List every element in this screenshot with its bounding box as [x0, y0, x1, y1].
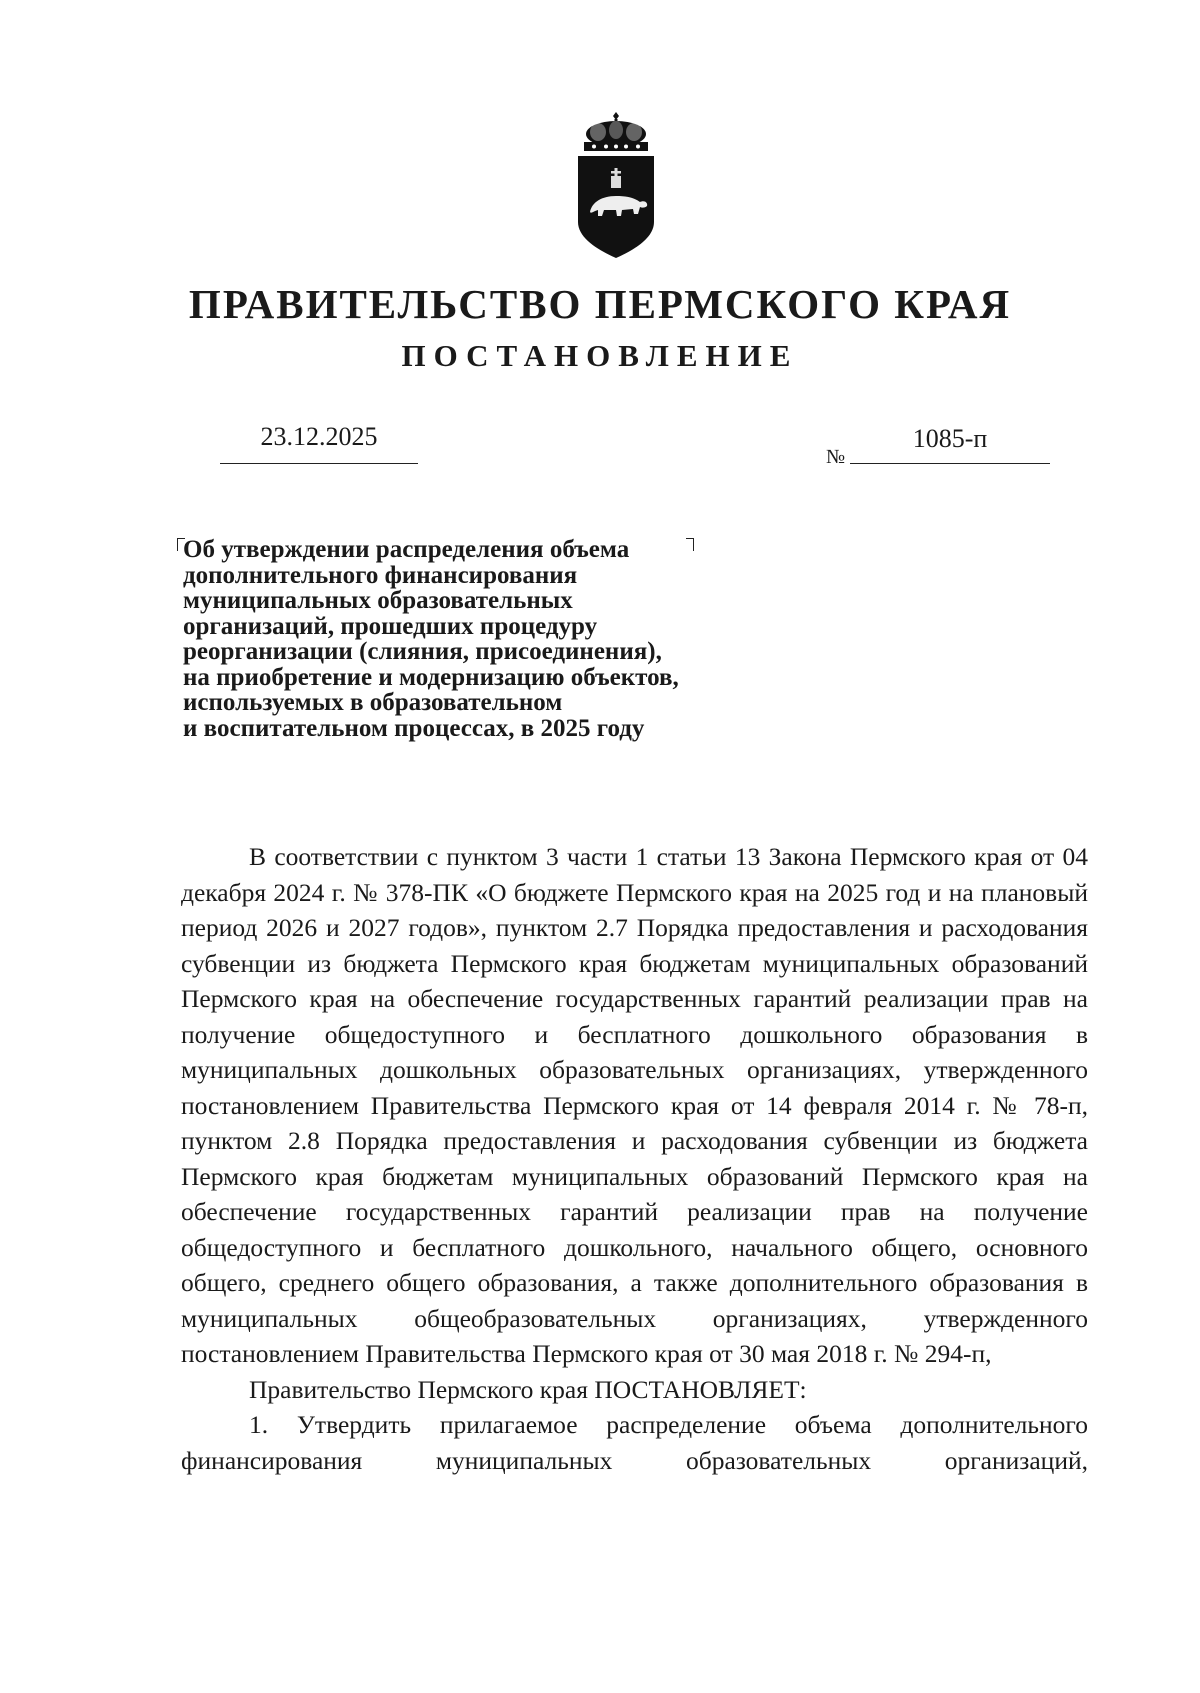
subject-line: реорганизации (слияния, присоединения),	[183, 638, 662, 665]
number-sign: №	[826, 446, 846, 468]
body-paragraph-legal-basis: В соответствии с пунктом 3 части 1 статьи 13 Закона Пермского края от 04 декабря 2024 г. № 378-ПК «О бюджете Пермского края на 2025 год и на плановый период 2026 и 2027 годов», пунктом 2.7 Порядка предоставления и расходования субвенции из бюджета Пермского края бюджетам муниципальных образований Пермского края на обеспечение государственных гарантий реализации прав на получение общедоступного и бесплатного дошкольного образования в муниципальных дошкольных образовательных организациях, утвержденного постановлением Правительства Пермского края от 14 февраля 2014 г. № 78-п, пунктом 2.8 Порядка предоставления и расходования субвенции из бюджета Пермского края бюджетам муниципальных образований Пермского края на обеспечение государственных гарантий реализации прав на получение общедоступного и бесплатного дошкольного, начального общего, основного общего, среднего общего образования, а также дополнительного образования в муниципальных общеобразовательных организациях, утвержденного постановлением Правительства Пермского края от 30 мая 2018 г. № 294-п,	[181, 842, 1088, 1368]
subject-line: на приобретение и модернизацию объектов,	[183, 663, 679, 691]
subject-line: Об утверждении распределения объема	[183, 536, 630, 563]
perm-krai-coat-of-arms-icon	[568, 110, 664, 262]
document-number: 1085-п	[912, 424, 988, 453]
document-date: 23.12.2025	[260, 422, 378, 451]
subject-line: дополнительного финансирования	[183, 561, 578, 589]
document-subject	[183, 537, 743, 741]
document-type: ПОСТАНОВЛЕНИЕ	[401, 338, 799, 373]
body-paragraph-item-1: 1. Утвердить прилагаемое распределение объема дополнительного финансирования муниципальных образовательных организаций,	[181, 1410, 1088, 1475]
document-body	[181, 839, 1088, 1478]
subject-line: муниципальных образовательных	[183, 587, 573, 614]
subject-line: и воспитательном процессах, в 2025 году	[183, 714, 645, 742]
date-underline	[220, 463, 418, 464]
organization-title: ПРАВИТЕЛЬСТВО ПЕРМСКОГО КРАЯ	[188, 281, 1012, 327]
number-underline	[850, 463, 1050, 464]
subject-line: используемых в образовательном	[183, 689, 563, 716]
body-paragraph-resolves: Правительство Пермского края ПОСТАНОВЛЯЕТ:	[249, 1374, 807, 1404]
subject-line: организаций, прошедших процедуру	[183, 612, 598, 640]
